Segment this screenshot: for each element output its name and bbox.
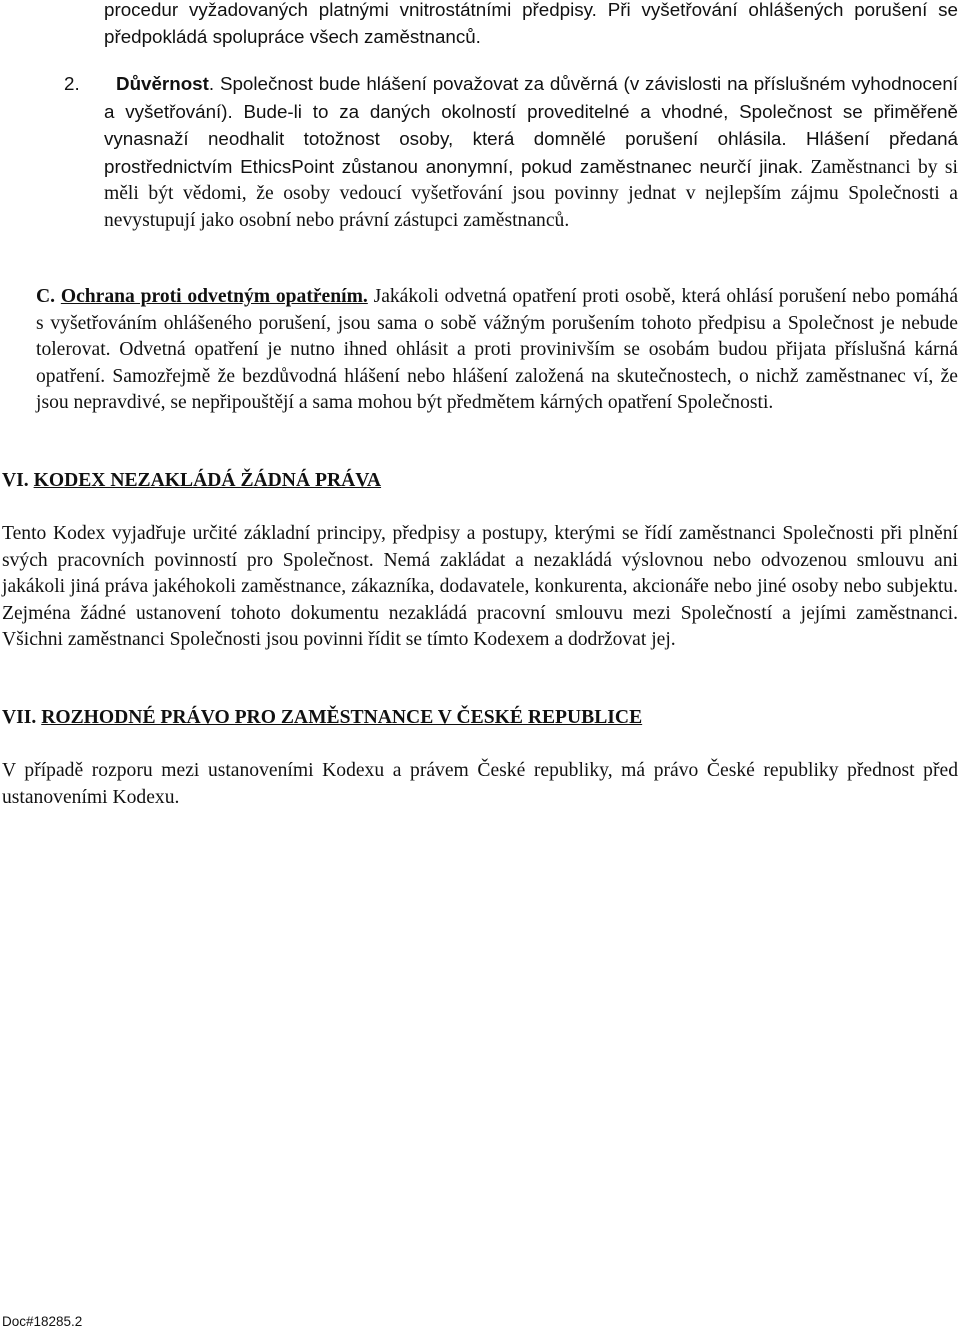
confidentiality-paragraph — [64, 71, 959, 235]
section-vii-paragraph — [2, 758, 958, 811]
section-vi-heading — [2, 468, 381, 495]
section-vii-text: V případě rozporu mezi ustanoveními Kodexu a právem České republiky, má právo České republiky přednost před ustanoveními Kodexu. — [2, 760, 958, 808]
section-vii-title: ROZHODNÉ PRÁVO PRO ZAMĚSTNANCE V ČESKÉ REPUBLICE — [41, 707, 643, 728]
section-vii-heading — [2, 705, 642, 732]
section-vii-number: VII. — [2, 707, 37, 728]
section-vi-number: VI. — [2, 470, 29, 491]
section-c-letter: C. — [36, 286, 56, 307]
section-vi-title: KODEX NEZAKLÁDÁ ŽÁDNÁ PRÁVA — [33, 470, 382, 491]
section-vi-paragraph — [2, 521, 958, 654]
intro-text: procedur vyžadovaných platnými vnitrostátními předpisy. Při vyšetřování ohlášených porušení se předpokládá spolupráce všech zaměstnanců. — [104, 0, 958, 47]
section-c-paragraph — [36, 284, 958, 417]
intro-paragraph — [104, 0, 958, 50]
item-number — [66, 71, 116, 98]
confidentiality-text-b: Zaměstnanci by si měli být vědomi, že osoby vedoucí vyšetřování jsou povinny jednat v nejlepším zájmu Společnosti a nevystupují jako osobní nebo právní zástupci zaměstnanců. — [104, 156, 959, 231]
section-vi-text: Tento Kodex vyjadřuje určité základní principy, předpisy a postupy, kterými se řídí zaměstnanci Společnosti při plnění svých pracovních povinností pro Společnost. Nemá zakládat a nezakládá výslovnou nebo odvozenou smlouvu ani jakákoli jiná práva jakéhokoli zaměstnance, zákazníka, dodavatele, konkurenta, akcionáře nebo jiné osoby nebo subjektu. Zejména žádné ustanovení tohoto dokumentu nezakládá pracovní smlouvu mezi Společností a jejími zaměstnanci. Všichni zaměstnanci Společnosti jsou povinni řídit se tímto Kodexem a dodržovat jej. — [2, 523, 958, 651]
confidentiality-text-a: . Společnost bude hlášení považovat za důvěrná (v závislosti na příslušném vyhodnocení a vyšetřování). Bude-li to za daných okolností proveditelné a vhodné, Společnost se přiměřeně vynasnaží neodhalit totožnost osoby, která domnělé porušení ohlásila. Hlášení předaná prostřednictvím EthicsPoint zůstanou anonymní, pokud zaměstnanec neurčí jinak. — [104, 73, 958, 177]
document-id-footer: Doc#18285.2 — [2, 1314, 83, 1329]
item-number-text: 2. — [64, 73, 80, 94]
confidentiality-title: Důvěrnost — [116, 73, 209, 94]
section-c-text: Jakákoli odvetná opatření proti osobě, která ohlásí porušení nebo pomáhá s vyšetřováním ohlášeného porušení, jsou sama o sobě vážným porušením tohoto předpisu a Společnost je nebude tolerovat. Odvetná opatření je nutno ihned ohlásit a proti provinivším se osobám budou přijata příslušná kárná opatření. Samozřejmě že bezdůvodná hlášení nebo hlášení založená na skutečnostech, o nichž zaměstnanec ví, že jsou nepravdivé, se nepřipouštějí a sama mohou být předmětem kárných opatření Společnosti. — [36, 286, 959, 414]
section-c-title: Ochrana proti odvetným opatřením. — [60, 286, 368, 307]
